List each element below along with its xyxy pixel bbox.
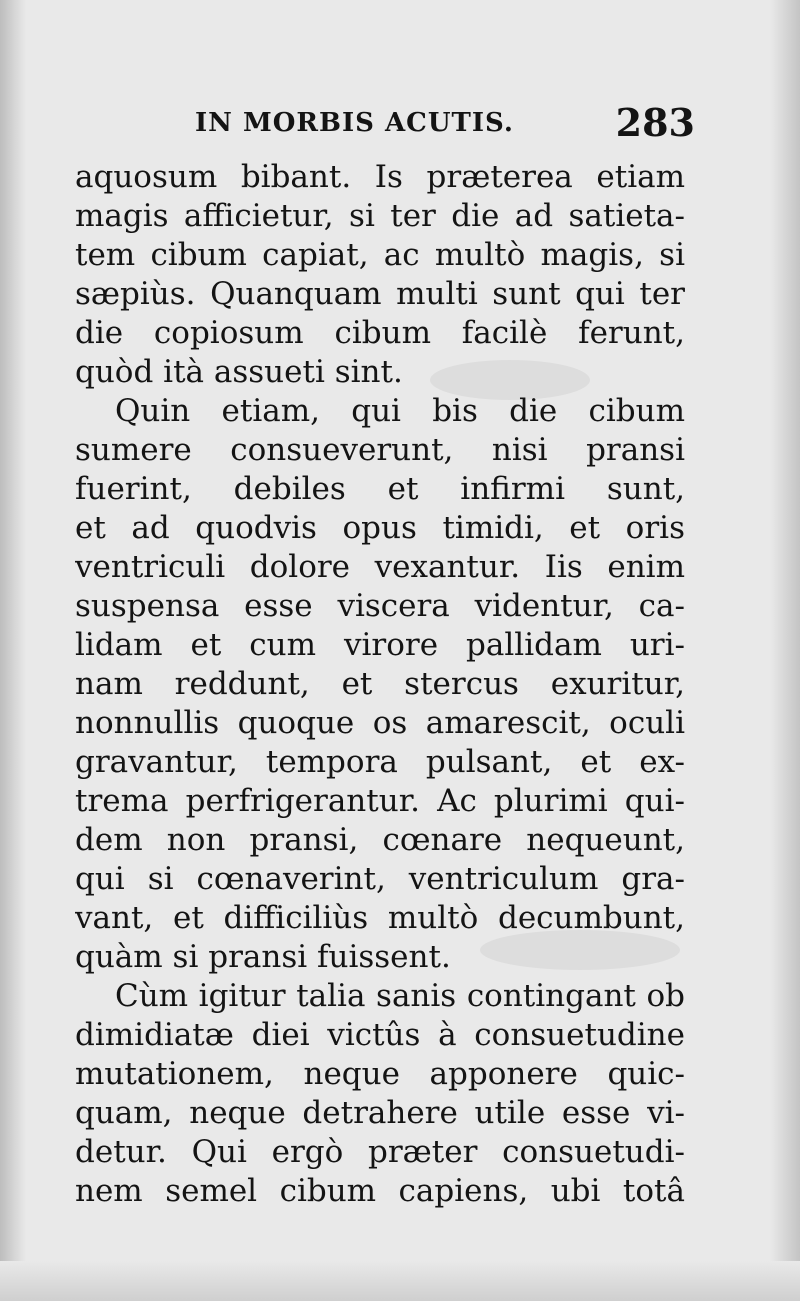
text-line: ventriculi dolore vexantur. Iis enim	[75, 549, 685, 585]
text-line: suspensa esse viscera videntur, ca-	[75, 588, 685, 624]
text-line: dimidiatæ diei victûs à consuetudine	[75, 1017, 685, 1053]
text-line: qui si cœnaverint, ventriculum gra-	[75, 861, 685, 897]
body-text	[75, 158, 685, 1211]
page-shadow-bottom	[0, 1261, 800, 1301]
text-line: dem non pransi, cœnare nequeunt,	[75, 822, 685, 858]
text-line: nam reddunt, et stercus exuritur,	[75, 666, 685, 702]
text-line: trema perfrigerantur. Ac plurimi qui-	[75, 783, 685, 819]
page-header	[195, 100, 695, 150]
text-line: quam, neque detrahere utile esse vi-	[75, 1095, 685, 1131]
text-line: quòd ità assueti sint.	[75, 354, 403, 390]
paragraph-start-line: Quin etiam, qui bis die cibum	[115, 393, 685, 429]
text-line: die copiosum cibum facilè ferunt,	[75, 315, 685, 351]
text-line: sæpiùs. Quanquam multi sunt qui ter	[75, 276, 685, 312]
paragraph-start-line: Cùm igitur talia sanis contingant ob	[115, 978, 685, 1014]
text-line: lidam et cum virore pallidam uri-	[75, 627, 685, 663]
text-line: nonnullis quoque os amarescit, oculi	[75, 705, 685, 741]
text-line: detur. Qui ergò præter consuetudi-	[75, 1134, 685, 1170]
running-head: IN MORBIS ACUTIS.	[195, 108, 514, 138]
text-line: vant, et difficiliùs multò decumbunt,	[75, 900, 685, 936]
text-line: tem cibum capiat, ac multò magis, si	[75, 237, 685, 273]
text-line: quàm si pransi fuissent.	[75, 939, 451, 975]
page-shadow-left	[0, 0, 26, 1301]
text-line: mutationem, neque apponere quic-	[75, 1056, 685, 1092]
text-line: magis afficietur, si ter die ad satieta-	[75, 198, 685, 234]
text-line: aquosum bibant. Is præterea etiam	[75, 159, 685, 195]
text-line: et ad quodvis opus timidi, et oris	[75, 510, 685, 546]
text-line: fuerint, debiles et infirmi sunt,	[75, 471, 685, 507]
page-shadow-right	[770, 0, 800, 1301]
text-line: sumere consueverunt, nisi pransi	[75, 432, 685, 468]
text-line: nem semel cibum capiens, ubi totâ	[75, 1173, 685, 1209]
page-number: 283	[615, 100, 695, 145]
text-line: gravantur, tempora pulsant, et ex-	[75, 744, 685, 780]
